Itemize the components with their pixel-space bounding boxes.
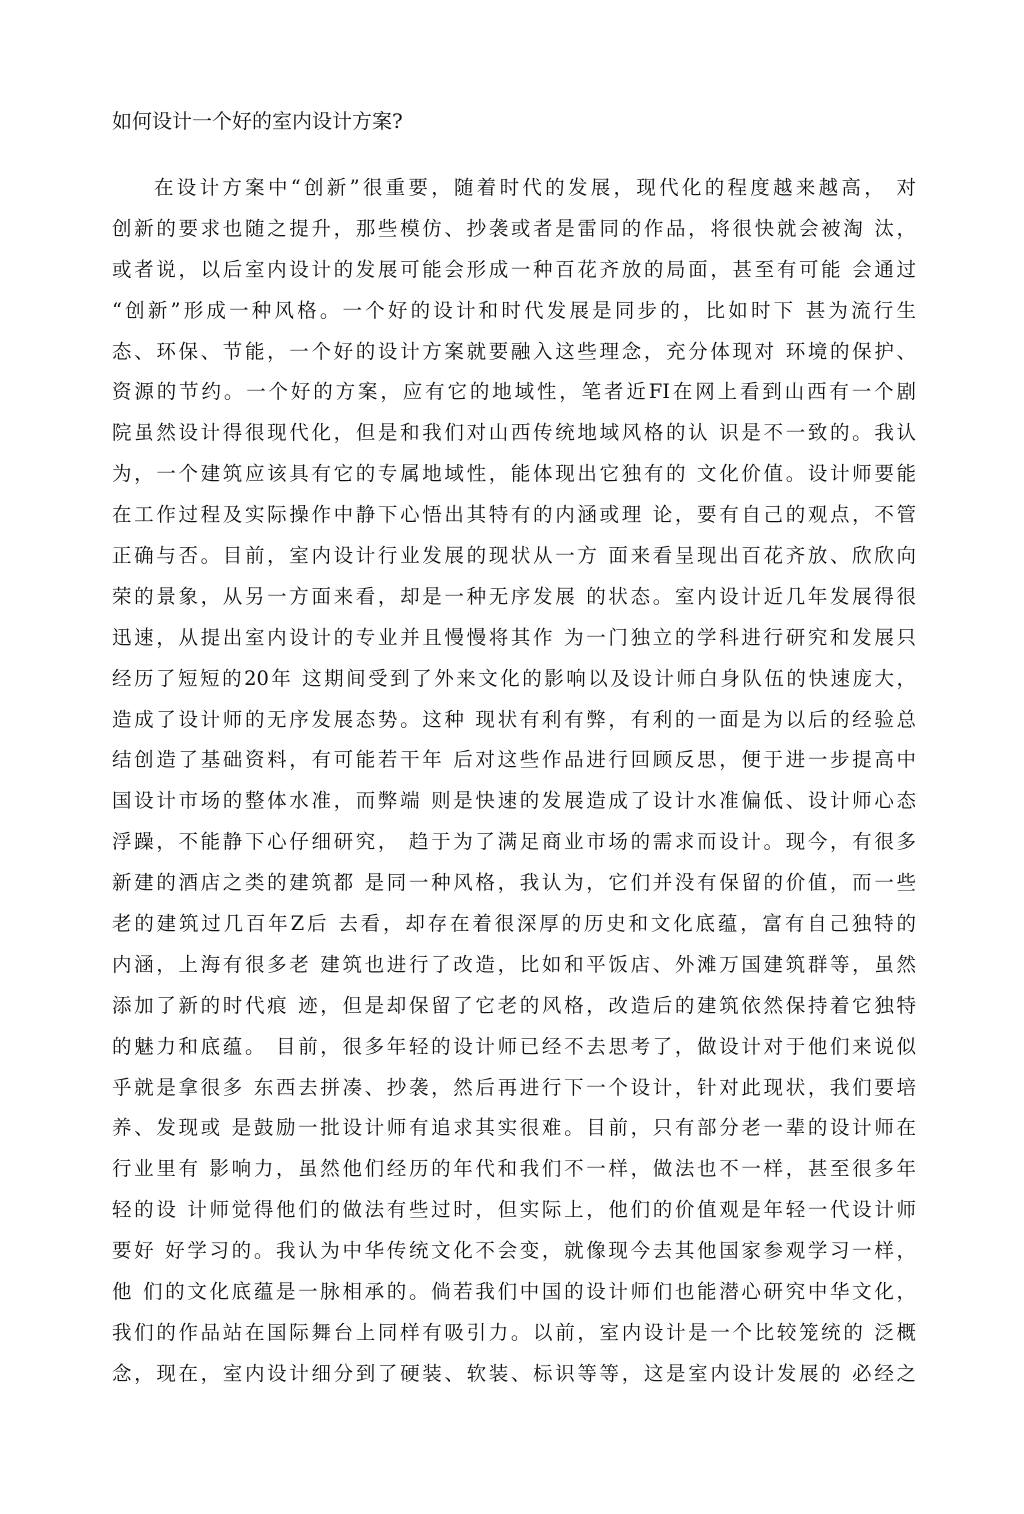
- text-line: 国设计市场的整体水准，而弊端 则是快速的发展造成了设计水准偏低、设计师心态: [112, 789, 916, 813]
- text-line: 荣的景象，从另一方面来看，却是一种无序发展 的状态。室内设计近几年发展得很: [112, 584, 916, 608]
- text-line: 在设计方案中“创新”很重要，随着时代的发展，现代化的程度越来越高， 对: [154, 176, 916, 199]
- text-line: 为，一个建筑应该具有它的专属地域性，能体现出它独有的 文化价值。设计师要能: [112, 462, 916, 486]
- text-line: 浮躁，不能静下心仔细研究， 趋于为了满足商业市场的需求而设计。现今，有很多: [112, 830, 916, 854]
- text-line: 乎就是拿很多 东西去拼凑、抄袭，然后再进行下一个设计，针对此现状，我们要培: [112, 1075, 916, 1099]
- text-line: 创新的要求也随之提升，那些模仿、抄袭或者是雷同的作品，将很快就会被淘 汰，: [112, 216, 916, 240]
- document-title: 如何设计一个好的室内设计方案?: [112, 109, 403, 133]
- text-line: 的魅力和底蕴。 目前，很多年轻的设计师已经不去思考了，做设计对于他们来说似: [112, 1034, 916, 1058]
- text-line: 养、发现或 是鼓励一批设计师有追求其实很难。目前，只有部分老一辈的设计师在: [112, 1116, 916, 1140]
- text-line: 他 们的文化底蕴是一脉相承的。倘若我们中国的设计师们也能潜心研究中华文化，: [112, 1280, 916, 1304]
- text-line: 或者说，以后室内设计的发展可能会形成一种百花齐放的局面，甚至有可能 会通过: [112, 257, 916, 281]
- text-line: 在工作过程及实际操作中静下心悟出其特有的内涵或理 论，要有自己的观点，不管: [112, 503, 916, 527]
- text-line: 我们的作品站在国际舞台上同样有吸引力。以前，室内设计是一个比较笼统的 泛概: [112, 1320, 916, 1344]
- body-paragraph: [112, 168, 916, 1395]
- text-line: 正确与否。目前，室内设计行业发展的现状从一方 面来看呈现出百花齐放、欣欣向: [112, 544, 916, 568]
- text-line: 念，现在，室内设计细分到了硬装、软装、标识等等，这是室内设计发展的 必经之: [112, 1361, 916, 1385]
- text-line: 老的建筑过几百年Z后 去看，却存在着很深厚的历史和文化底蕴，富有自己独特的: [112, 912, 916, 936]
- text-line: 结创造了基础资料，有可能若干年 后对这些作品进行回顾反思，便于进一步提高中: [112, 748, 916, 772]
- text-line: 资源的节约。一个好的方案，应有它的地域性，笔者近FI在网上看到山西有一个剧: [112, 380, 916, 404]
- text-line: 态、环保、节能，一个好的设计方案就要融入这些理念，充分体现对 环境的保护、: [112, 339, 916, 363]
- text-line: 轻的设 计师觉得他们的做法有些过时，但实际上，他们的价值观是年轻一代设计师: [112, 1198, 916, 1222]
- text-line: 添加了新的时代痕 迹，但是却保留了它老的风格，改造后的建筑依然保持着它独特: [112, 993, 916, 1017]
- text-line: 迅速，从提出室内设计的专业并且慢慢将其作 为一门独立的学科进行研究和发展只: [112, 625, 916, 649]
- text-line: 新建的酒店之类的建筑都 是同一种风格，我认为，它们并没有保留的价值，而一些: [112, 871, 916, 895]
- text-line: 院虽然设计得很现代化，但是和我们对山西传统地域风格的认 识是不一致的。我认: [112, 421, 916, 445]
- text-line: 经历了短短的20年 这期间受到了外来文化的影响以及设计师白身队伍的快速庞大，: [112, 666, 916, 690]
- text-line: 造成了设计师的无序发展态势。这种 现状有利有弊，有利的一面是为以后的经验总: [112, 707, 916, 731]
- text-line: “创新”形成一种风格。一个好的设计和时代发展是同步的，比如时下 甚为流行生: [112, 298, 916, 322]
- text-line: 要好 好学习的。我认为中华传统文化不会变，就像现今去其他国家参观学习一样，: [112, 1239, 916, 1263]
- text-line: 内涵，上海有很多老 建筑也进行了改造，比如和平饭店、外滩万国建筑群等，虽然: [112, 952, 916, 976]
- text-line: 行业里有 影响力，虽然他们经历的年代和我们不一样，做法也不一样，甚至很多年: [112, 1157, 916, 1181]
